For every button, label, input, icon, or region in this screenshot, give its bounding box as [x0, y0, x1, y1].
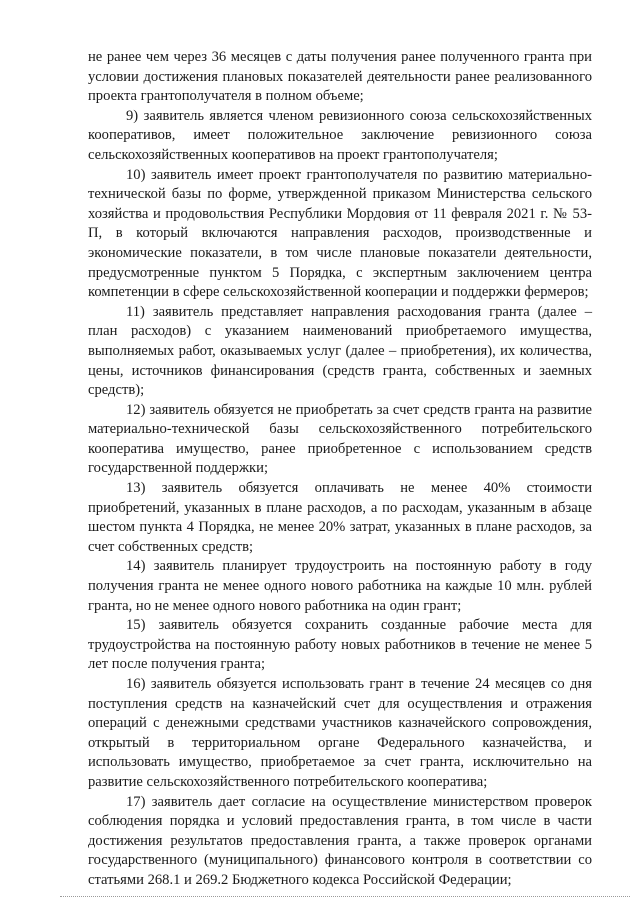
page-bottom-divider — [60, 896, 630, 897]
paragraph-item-16: 16) заявитель обязуется использовать грант в течение 24 месяцев со дня поступления средств на казначейский счет для осуществления и отражения операций с денежными средствами участников казначейского сопровождения, открытый в территориальном органе Федерального казначейства, и использовать имущество, приобретаемое за счет гранта, исключительно на развитие сельскохозяйственного потребительского кооператива; — [88, 676, 592, 790]
paragraph-item-14: 14) заявитель планирует трудоустроить на постоянную работу в году получения гранта не менее одного нового работника на каждые 10 млн. рублей гранта, но не менее одного нового работника на один грант; — [88, 558, 592, 614]
document-body — [88, 48, 592, 891]
paragraph-item-13: 13) заявитель обязуется оплачивать не менее 40% стоимости приобретений, указанных в плане расходов, а по расходам, указанным в абзаце шестом пункта 4 Порядка, не менее 20% затрат, указанных в плане расходов, за счет собственных средств; — [88, 480, 592, 555]
paragraph-item-15: 15) заявитель обязуется сохранить созданные рабочие места для трудоустройства на постоянную работу новых работников в течение не менее 5 лет после получения гранта; — [88, 617, 592, 673]
paragraph-item-11: 11) заявитель представляет направления расходования гранта (далее – план расходов) с указанием наименований приобретаемого имущества, выполняемых работ, оказываемых услуг (далее – приобретения), их количества, цены, источников финансирования (средств гранта, собственных и заемных средств); — [88, 303, 592, 399]
paragraph-item-12: 12) заявитель обязуется не приобретать за счет средств гранта на развитие материально-технической базы сельскохозяйственного потребительского кооператива имущество, ранее приобретенное с использованием средств государственной поддержки; — [88, 401, 592, 477]
paragraph-continuation: не ранее чем через 36 месяцев с даты получения ранее полученного гранта при условии достижения плановых показателей деятельности ранее реализованного проекта грантополучателя в полном объеме; — [88, 49, 592, 105]
paragraph-item-10: 10) заявитель имеет проект грантополучателя по развитию материально-технической базы по форме, утвержденной приказом Министерства сельского хозяйства и продовольствия Республики Мордовия от 11 февраля 2021 г. № 53-П, в который включаются направления расходов, производственные и экономические показатели, в том числе плановые показатели деятельности, предусмотренные пунктом 5 Порядка, с экспертным заключением центра компетенции в сфере сельскохозяйственной кооперации и поддержки фермеров; — [88, 166, 592, 301]
paragraph-item-9: 9) заявитель является членом ревизионного союза сельскохозяйственных кооперативов, имеет положительное заключение ревизионного союза сельскохозяйственных кооперативов на проект грантополучателя; — [88, 107, 592, 163]
paragraph-item-17: 17) заявитель дает согласие на осуществление министерством проверок соблюдения порядка и условий предоставления гранта, в том числе в части достижения результатов предоставления гранта, а также проверок органами государственного (муниципального) финансового контроля в соответствии со статьями 268.1 и 269.2 Бюджетного кодекса Российской Федерации; — [88, 793, 592, 888]
